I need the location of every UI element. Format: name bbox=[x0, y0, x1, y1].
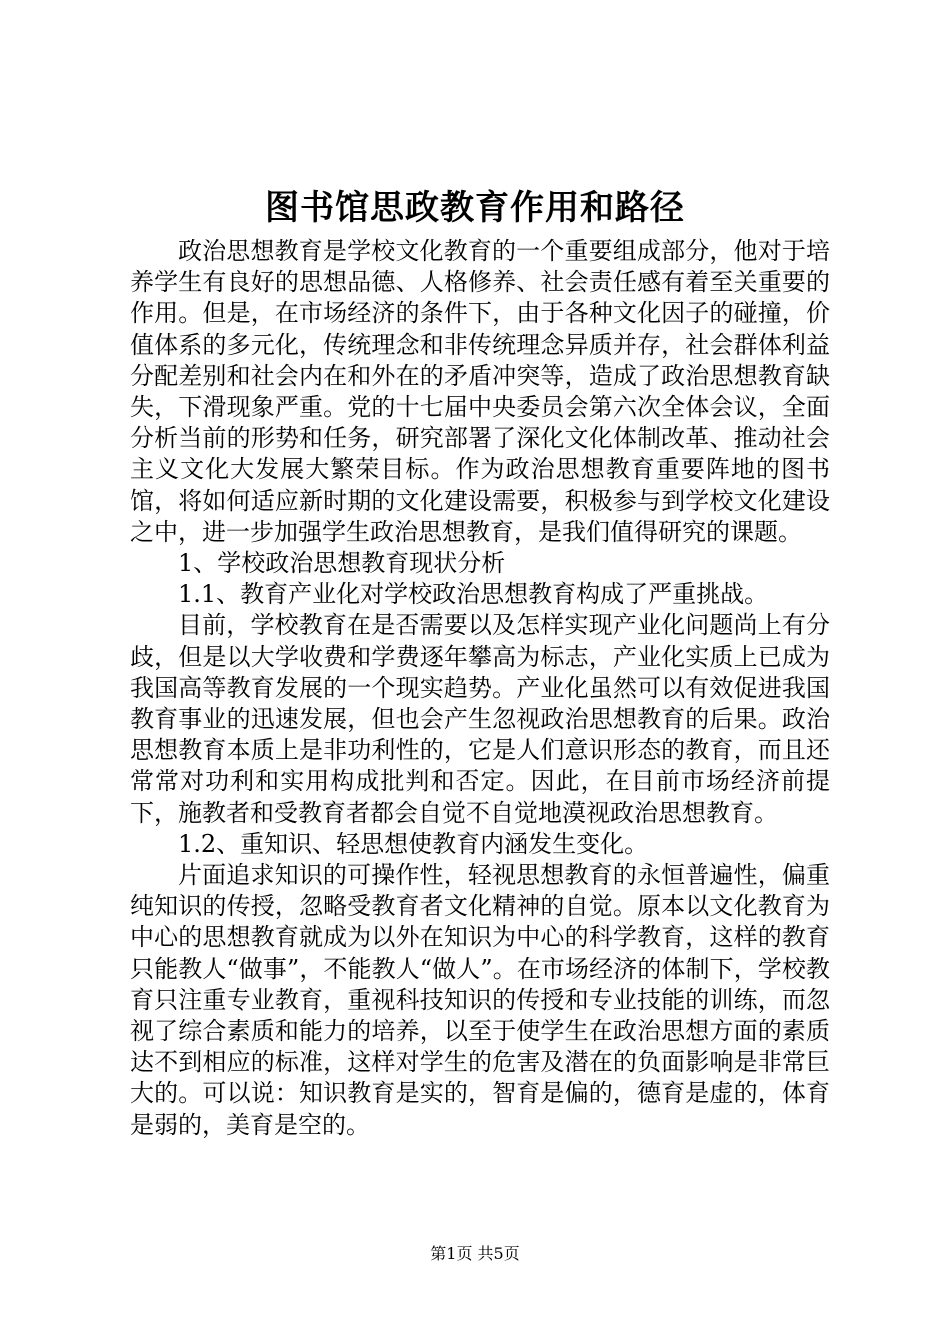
document-title: 图书馆思政教育作用和路径 bbox=[265, 188, 685, 228]
paragraph-intro: 政治思想教育是学校文化教育的一个重要组成部分，他对于培养学生有良好的思想品德、人格修养、社会责任感有着至关重要的作用。但是，在市场经济的条件下，由于各种文化因子的碰撞，价值体系的多元化，传统理念和非传统理念异质并存，社会群体利益分配差别和社会内在和外在的矛盾冲突等，造成了政治思想教育缺失，下滑现象严重。党的十七届中央委员会第六次全体会议，全面分析当前的形势和任务，研究部署了深化文化体制改革、推动社会主义文化大发展大繁荣目标。作为政治思想教育重要阵地的图书馆，将如何适应新时期的文化建设需要，积极参与到学校文化建设之中，进一步加强学生政治思想教育，是我们值得研究的课题。 bbox=[130, 237, 830, 546]
paragraph-1-2: 片面追求知识的可操作性，轻视思想教育的永恒普遍性，偏重纯知识的传授，忽略受教育者文化精神的自觉。原本以文化教育为中心的思想教育就成为以外在知识为中心的科学教育，这样的教育只能教人“做事”，不能教人“做人”。在市场经济的体制下，学校教育只注重专业教育，重视科技知识的传授和专业技能的训练，而忽视了综合素质和能力的培养，以至于使学生在政治思想方面的素质达不到相应的标准，这样对学生的危害及潜在的负面影响是非常巨大的。可以说：知识教育是实的，智育是偏的，德育是虚的，体育是弱的，美育是空的。 bbox=[130, 861, 830, 1139]
paragraph-1-1: 目前，学校教育在是否需要以及怎样实现产业化问题尚上有分歧，但是以大学收费和学费逐年攀高为标志，产业化实质上已成为我国高等教育发展的一个现实趋势。产业化虽然可以有效促进我国教育事业的迅速发展，但也会产生忽视政治思想教育的后果。政治思想教育本质上是非功利性的，它是人们意识形态的教育，而且还常常对功利和实用构成批判和否定。因此，在目前市场经济前提下，施教者和受教育者都会自觉不自觉地漠视政治思想教育。 bbox=[130, 611, 830, 827]
subsection-heading-1-2: 1.2、重知识、轻思想使教育内涵发生变化。 bbox=[178, 829, 649, 858]
document-body bbox=[130, 236, 830, 1141]
subsection-heading-1-1: 1.1、教育产业化对学校政治思想教育构成了严重挑战。 bbox=[178, 580, 769, 609]
page-footer: 第1页 共5页 bbox=[430, 1244, 520, 1263]
section-heading-1: 1、学校政治思想教育现状分析 bbox=[178, 549, 506, 578]
